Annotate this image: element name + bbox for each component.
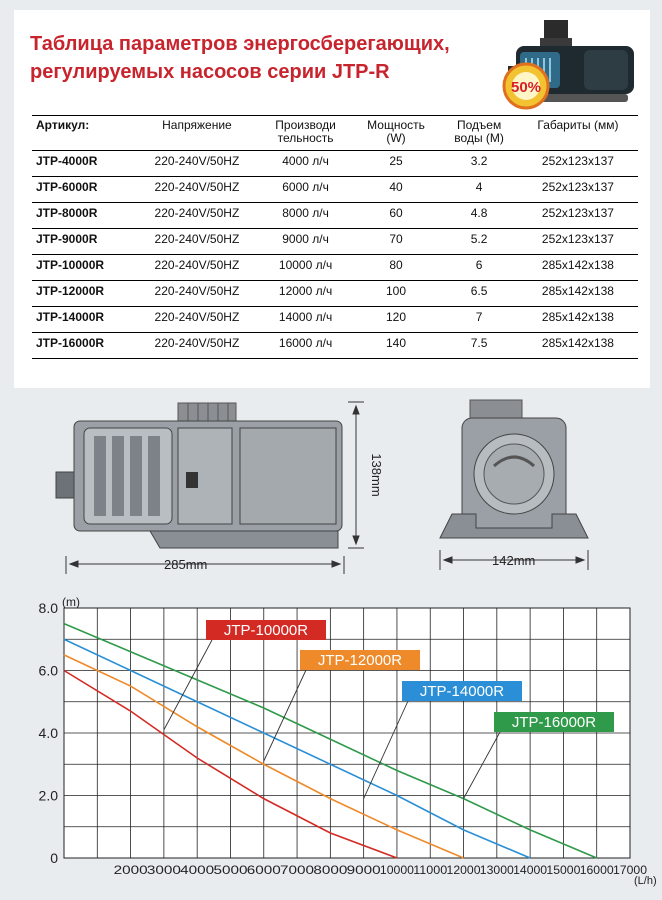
table-row — [32, 333, 638, 359]
table-cell: JTP-12000R — [32, 281, 134, 307]
table-cell: 9000 л/ч — [259, 229, 351, 255]
table-cell: 285x142x138 — [518, 333, 638, 359]
table-cell: 285x142x138 — [518, 307, 638, 333]
legend-label: JTP-12000R — [317, 652, 403, 669]
column-header — [518, 116, 638, 151]
page-title — [30, 30, 490, 86]
y-tick-label: 2.0 — [38, 787, 58, 804]
table-cell: 252x123x137 — [518, 203, 638, 229]
table-cell: 4 — [440, 177, 518, 203]
y-tick-label: 8.0 — [38, 600, 58, 616]
column-header-line: Напряжение — [162, 118, 232, 132]
table-row — [32, 203, 638, 229]
column-header — [352, 116, 441, 151]
table-cell: 14000 л/ч — [259, 307, 351, 333]
column-header-line: Габариты (мм) — [537, 118, 619, 132]
side-view-icon — [56, 403, 342, 548]
column-header-line: воды (M) — [454, 131, 504, 145]
height-dimension-label: 138mm — [369, 453, 384, 497]
x-tick-label: 17000 — [613, 865, 647, 877]
y-tick-label: 4.0 — [38, 725, 58, 741]
column-header-line: (W) — [386, 131, 406, 145]
x-tick-label: 12000 — [446, 865, 481, 877]
table-cell: 220-240V/50HZ — [134, 177, 259, 203]
table-cell: 40 — [352, 177, 441, 203]
table-cell: 120 — [352, 307, 441, 333]
column-header-line: Подъем — [457, 118, 502, 132]
title-line-1: Таблица параметров энергосберегающих, — [30, 33, 450, 55]
legend-label: JTP-10000R — [223, 622, 309, 639]
table-cell: 16000 л/ч — [259, 333, 351, 359]
table-cell: JTP-16000R — [32, 333, 134, 359]
table-header-row — [32, 116, 638, 151]
table-cell: 252x123x137 — [518, 151, 638, 177]
chart-grid — [64, 608, 630, 858]
table-cell: 220-240V/50HZ — [134, 151, 259, 177]
table-cell: 285x142x138 — [518, 281, 638, 307]
table-cell: 252x123x137 — [518, 229, 638, 255]
table-cell: 8000 л/ч — [259, 203, 351, 229]
x-axis-label: (L/h) — [634, 875, 657, 887]
legend-label: JTP-16000R — [511, 714, 597, 731]
table-cell: 25 — [352, 151, 441, 177]
column-header — [440, 116, 518, 151]
table-cell: 3.2 — [440, 151, 518, 177]
title-line-2: регулируемых насосов серии JTP-R — [30, 61, 390, 83]
table-cell: 6 — [440, 255, 518, 281]
table-cell: 220-240V/50HZ — [134, 255, 259, 281]
x-tick-label: 9000 — [346, 865, 381, 877]
x-tick-label: 10000 — [379, 865, 414, 877]
table-cell: 220-240V/50HZ — [134, 333, 259, 359]
front-view-icon — [440, 400, 588, 538]
table-cell: 10000 л/ч — [259, 255, 351, 281]
y-tick-label: 0 — [50, 850, 58, 866]
x-tick-label: 4000 — [180, 865, 215, 877]
column-header-line: Производи — [275, 118, 336, 132]
table-cell: JTP-14000R — [32, 307, 134, 333]
x-tick-label: 13000 — [479, 865, 514, 877]
x-tick-label: 2000 — [113, 865, 148, 877]
parameters-sheet — [14, 10, 650, 388]
table-cell: 70 — [352, 229, 441, 255]
x-tick-label: 8000 — [313, 865, 348, 877]
x-tick-label: 14000 — [513, 865, 548, 877]
table-cell: 4.8 — [440, 203, 518, 229]
table-cell: 252x123x137 — [518, 177, 638, 203]
table-cell: 12000 л/ч — [259, 281, 351, 307]
table-row — [32, 255, 638, 281]
table-row — [32, 281, 638, 307]
table-row — [32, 307, 638, 333]
y-tick-label: 6.0 — [38, 662, 58, 679]
x-tick-label: 15000 — [546, 865, 581, 877]
table-cell: 5.2 — [440, 229, 518, 255]
table-body — [32, 151, 638, 359]
table-cell: 100 — [352, 281, 441, 307]
x-tick-label: 7000 — [280, 865, 315, 877]
table-cell: 60 — [352, 203, 441, 229]
table-cell: 220-240V/50HZ — [134, 229, 259, 255]
x-tick-label: 16000 — [579, 865, 614, 877]
table-cell: 285x142x138 — [518, 255, 638, 281]
width-dimension-label: 142mm — [492, 553, 536, 568]
table-cell: JTP-8000R — [32, 203, 134, 229]
table-row — [32, 229, 638, 255]
column-header — [32, 116, 134, 151]
table-cell: JTP-6000R — [32, 177, 134, 203]
table-cell: 7.5 — [440, 333, 518, 359]
column-header — [134, 116, 259, 151]
table-cell: 6.5 — [440, 281, 518, 307]
y-axis-label: (m) — [62, 595, 80, 609]
x-tick-label: 5000 — [213, 865, 248, 877]
pump-photo-icon — [494, 16, 644, 114]
table-row — [32, 151, 638, 177]
length-dimension-label: 285mm — [164, 557, 208, 572]
table-cell: JTP-9000R — [32, 229, 134, 255]
table-cell: JTP-10000R — [32, 255, 134, 281]
table-row — [32, 177, 638, 203]
table-cell: 220-240V/50HZ — [134, 203, 259, 229]
x-tick-label: 11000 — [413, 865, 448, 877]
legend-label: JTP-14000R — [419, 683, 505, 700]
table-cell: JTP-4000R — [32, 151, 134, 177]
table-cell: 220-240V/50HZ — [134, 281, 259, 307]
table-cell: 220-240V/50HZ — [134, 307, 259, 333]
table-cell: 6000 л/ч — [259, 177, 351, 203]
table-cell: 80 — [352, 255, 441, 281]
table-cell: 4000 л/ч — [259, 151, 351, 177]
badge-50-percent-icon — [504, 64, 548, 108]
column-header — [259, 116, 351, 151]
badge-text: 50% — [510, 79, 542, 96]
dimension-drawings — [0, 388, 662, 588]
x-tick-label: 6000 — [246, 865, 281, 877]
column-header-line: Артикул: — [36, 118, 90, 132]
column-header-line: тельность — [277, 131, 334, 145]
table-cell: 7 — [440, 307, 518, 333]
x-tick-label: 3000 — [146, 865, 181, 877]
table-cell: 140 — [352, 333, 441, 359]
parameters-table — [32, 115, 638, 359]
column-header-line: Мощность — [367, 118, 425, 132]
performance-chart — [0, 588, 662, 900]
